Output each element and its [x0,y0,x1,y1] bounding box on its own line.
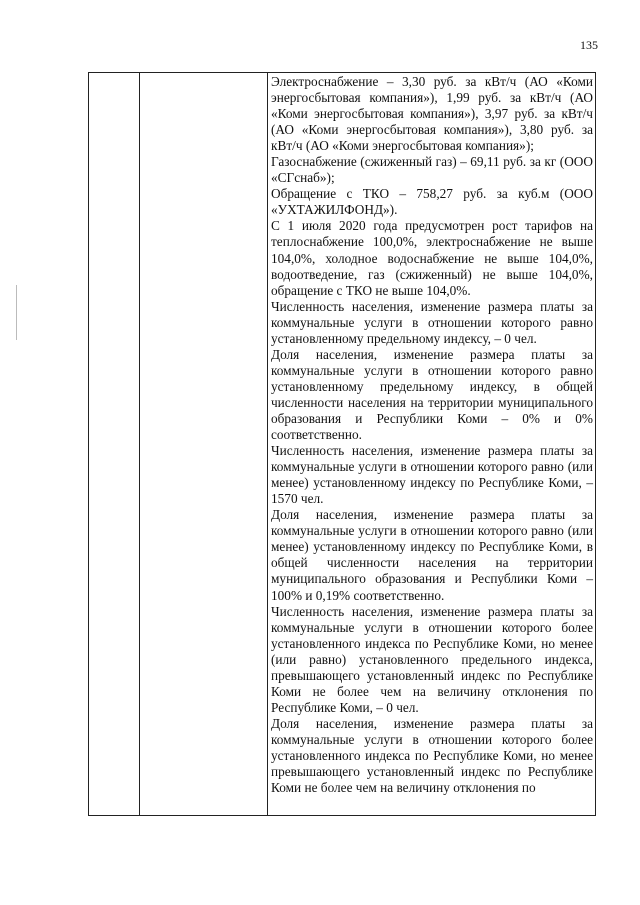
paragraph-electricity: Электроснабжение – 3,30 руб. за кВт/ч (АО «Коми энергосбытовая компания»), 1,99 руб. за кВт/ч (АО «Коми энергосбытовая компания»), 3,97 руб. за кВт/ч (АО «Коми энергосбытовая компания»), 3,80 руб. за кВт/ч (АО «Коми энергосбытовая компания»); [271,74,593,154]
paragraph-gas: Газоснабжение (сжиженный газ) – 69,11 руб. за кг (ООО «СГснаб»); [271,154,593,186]
paragraph-population-limit-index: Численность населения, изменение размера платы за коммунальные услуги в отношении которого равно установленному предельному индексу, – 0 чел. [271,298,593,346]
paragraph-share-komi-index: Доля населения, изменение размера платы за коммунальные услуги в отношении которого равно (или менее) установленному индексу по Республике Коми, в общей численности населения на территории муниципального образования и Республики Коми – 100% и 0,19% соответственно. [271,507,593,603]
document-table [88,72,596,816]
table-column-divider-2 [267,73,268,815]
scan-artifact-line [16,285,17,340]
paragraph-share-limit-index: Доля населения, изменение размера платы за коммунальные услуги в отношении которого равно установленному предельному индексу, в общей численности населения на территории муниципального образования и Республики Коми – 0% и 0% соответственно. [271,346,593,443]
page-number: 135 [580,38,598,52]
paragraph-tko: Обращение с ТКО – 758,27 руб. за куб.м (ООО «УХТАЖИЛФОНД»). [271,186,593,218]
paragraph-population-above-index: Численность населения, изменение размера платы за коммунальные услуги в отношении которого более установленного индекса по Республике Коми, но менее (или равно) установленного предельного индекса, превышающего установленный индекс по Республике Коми не более чем на величину отклонения по Республике Коми, – 0 чел. [271,603,593,715]
paragraph-share-above-index: Доля населения, изменение размера платы за коммунальные услуги в отношении которого более установленного индекса по Республике Коми, но менее превышающего установленный индекс по Республике Коми не более чем на величину отклонения по [271,715,593,796]
paragraph-population-komi-index: Численность населения, изменение размера платы за коммунальные услуги в отношении которого равно (или менее) установленному индексу по Республике Коми, – 1570 чел. [271,443,593,507]
table-cell-text [271,74,593,796]
paragraph-tariff-growth: С 1 июля 2020 года предусмотрен рост тарифов на теплоснабжение 100,0%, электроснабжение не выше 104,0%, холодное водоснабжение не выше 104,0%, водоотведение, газ (сжиженный) не выше 104,0%, обращение с ТКО не выше 104,0%. [271,218,593,298]
table-column-divider-1 [139,73,140,815]
